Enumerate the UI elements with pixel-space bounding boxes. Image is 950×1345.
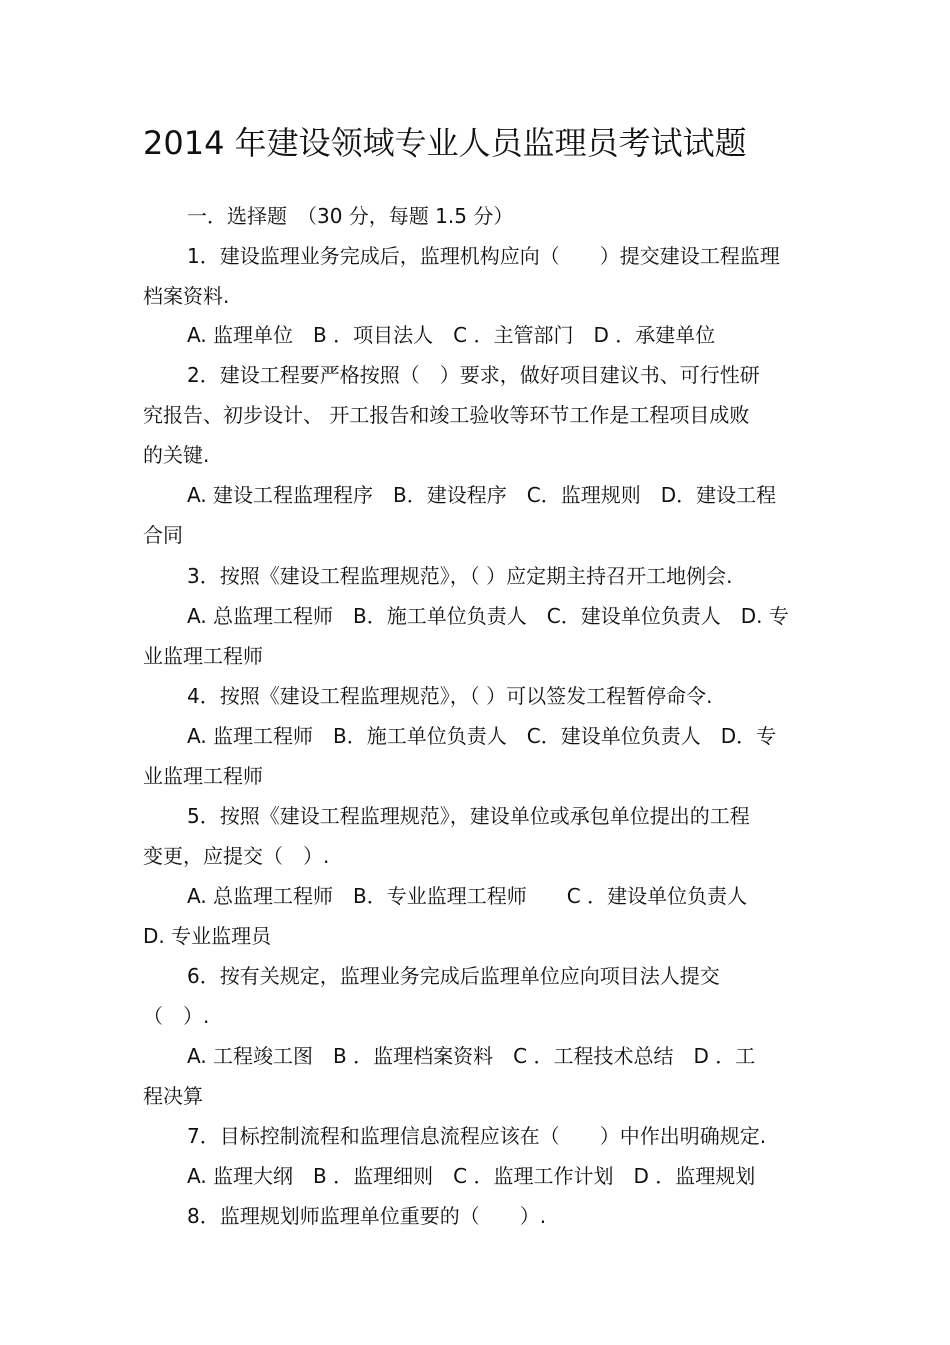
question-5-options: A. 总监理工程师 B．专业监理工程师 C ．建设单位负责人	[187, 884, 748, 908]
question-4-options: A. 监理工程师 B．施工单位负责人 C．建设单位负责人 D．专	[187, 724, 777, 748]
question-2-cont: 究报告、初步设计、 开工报告和竣工验收等环节工作是工程项目成败	[143, 403, 750, 427]
question-6: 6．按有关规定，监理业务完成后监理单位应向项目法人提交	[187, 964, 720, 988]
question-3-options-cont: 业监理工程师	[143, 644, 263, 668]
question-5-options-cont: D. 专业监理员	[143, 924, 272, 948]
question-1-cont: 档案资料.	[143, 284, 230, 308]
question-5: 5．按照《建设工程监理规范》，建设单位或承包单位提出的工程	[187, 804, 750, 828]
question-5-cont: 变更，应提交（ ）.	[143, 844, 330, 868]
question-1: 1．建设监理业务完成后，监理机构应向（ ）提交建设工程监理	[187, 244, 780, 268]
page-title: 2014 年建设领域专业人员监理员考试试题	[143, 124, 747, 162]
question-3: 3．按照《建设工程监理规范》，（ ）应定期主持召开工地例会.	[187, 564, 733, 588]
question-7-options: A. 监理大纲 B ．监理细则 C ．监理工作计划 D ．监理规划	[187, 1164, 756, 1188]
question-2: 2．建设工程要严格按照（ ）要求，做好项目建议书、可行性研	[187, 363, 760, 387]
question-2-options-cont: 合同	[143, 523, 183, 547]
question-1-options: A. 监理单位 B ．项目法人 C ．主管部门 D ．承建单位	[187, 323, 716, 347]
question-6-options-cont: 程决算	[143, 1084, 203, 1108]
question-2-cont: 的关键.	[143, 443, 210, 467]
question-8: 8．监理规划师监理单位重要的（ ）.	[187, 1204, 547, 1228]
question-2-options: A. 建设工程监理程序 B．建设程序 C．监理规则 D．建设工程	[187, 483, 777, 507]
question-6-options: A. 工程竣工图 B ．监理档案资料 C ．工程技术总结 D ．工	[187, 1044, 756, 1068]
question-3-options: A. 总监理工程师 B．施工单位负责人 C．建设单位负责人 D. 专	[187, 604, 789, 628]
question-6-cont: （ ）.	[143, 1004, 210, 1028]
question-4: 4．按照《建设工程监理规范》，（ ）可以签发工程暂停命令.	[187, 684, 713, 708]
section-heading: 一．选择题 （30 分，每题 1.5 分）	[187, 204, 514, 228]
question-4-options-cont: 业监理工程师	[143, 764, 263, 788]
question-7: 7．目标控制流程和监理信息流程应该在（ ）中作出明确规定.	[187, 1124, 767, 1148]
